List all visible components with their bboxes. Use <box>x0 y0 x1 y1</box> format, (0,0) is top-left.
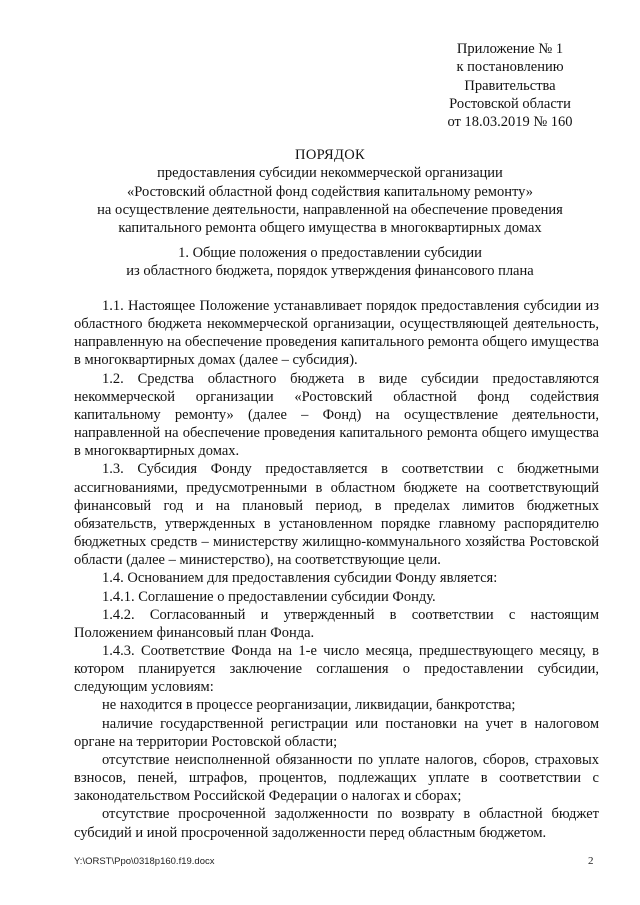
paragraph: 1.4.2. Согласованный и утвержденный в соответствии с настоящим Положением финансовый план Фонда. <box>74 606 599 641</box>
body-text <box>74 297 599 842</box>
annex-line: Приложение № 1 <box>456 41 564 57</box>
paragraph: наличие государственной регистрации или постановки на учет в налоговом органе на территории Ростовской области; <box>74 715 599 750</box>
paragraph: 1.2. Средства областного бюджета в виде субсидии предоставляются некоммерческой организации «Ростовский областной фонд содействия капитальному ремонту» (далее – Фонд) на осуществление деятельности, направленной на обеспечение проведения капитального ремонта общего имущества в многоквартирных домах. <box>74 370 599 460</box>
paragraph: отсутствие неисполненной обязанности по уплате налогов, сборов, страховых взносов, пеней, штрафов, процентов, подлежащих уплате в соответствии с законодательством Российской Федерации о налогах и сборах; <box>74 751 599 805</box>
paragraph: 1.1. Настоящее Положение устанавливает порядок предоставления субсидии из областного бюджета некоммерческой организации, осуществляющей деятельность, направленную на обеспечение проведения капитального ремонта общего имущества в многоквартирных домах (далее – субсидия). <box>74 298 599 369</box>
page-number: 2 <box>588 855 594 867</box>
paragraph: отсутствие просроченной задолженности по возврату в областной бюджет субсидий и иной просроченной задолженности перед областным бюджетом. <box>74 806 599 841</box>
order-subtitle-line: «Ростовский областной фонд содействия капитальному ремонту» <box>127 183 533 200</box>
paragraph: не находится в процессе реорганизации, ликвидации, банкротства; <box>102 697 516 714</box>
paragraph: 1.3. Субсидия Фонду предоставляется в соответствии с бюджетными ассигнованиями, предусмотренными в областном бюджете на соответствующий финансовый год и на плановый период, в пределах лимитов бюджетных обязательств, утвержденных в установленном порядке главному распорядителю бюджетных средств – министерству жилищно-коммунального хозяйства Ростовской области (далее – министерство), на соответствующие цели. <box>74 461 599 569</box>
document-title <box>60 146 600 237</box>
annex-line: Правительства <box>464 77 556 94</box>
order-subtitle-line: предоставления субсидии некоммерческой организации <box>157 165 503 182</box>
paragraph: 1.4.1. Соглашение о предоставлении субсидии Фонду. <box>102 588 436 605</box>
section-heading <box>60 244 600 281</box>
paragraph: 1.4.3. Соответствие Фонда на 1-е число месяца, предшествующего месяцу, в котором планируется заключение соглашения о предоставлении субсидии, следующим условиям: <box>74 642 599 696</box>
annex-line: Ростовской области <box>449 95 571 112</box>
order-heading: ПОРЯДОК <box>295 147 365 163</box>
section-heading-line: из областного бюджета, порядок утверждения финансового плана <box>126 263 534 280</box>
annex-block <box>420 40 600 131</box>
annex-line: от 18.03.2019 № 160 <box>447 114 573 131</box>
annex-line: к постановлению <box>456 59 564 76</box>
footer-file-path: Y:\ORST\Ppo\0318p160.f19.docx <box>74 856 215 867</box>
order-subtitle-line: капитального ремонта общего имущества в многоквартирных домах <box>118 220 542 237</box>
order-subtitle-line: на осуществление деятельности, направленной на обеспечение проведения <box>97 201 563 218</box>
paragraph: 1.4. Основанием для предоставления субсидии Фонду является: <box>102 570 498 587</box>
section-heading-line: 1. Общие положения о предоставлении субсидии <box>178 245 482 261</box>
